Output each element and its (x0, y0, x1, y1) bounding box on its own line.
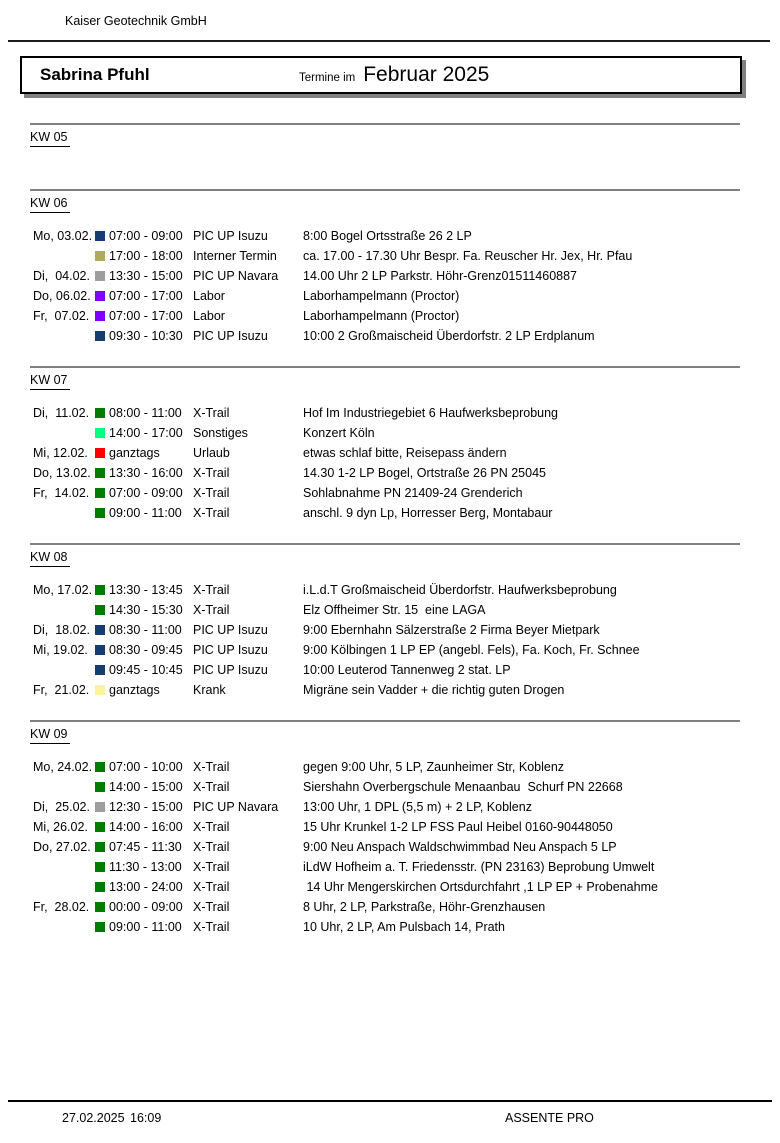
appointment-time: 09:00 - 11:00 (109, 920, 182, 934)
appointment-day: Mi, 12.02. (33, 446, 88, 460)
appointment-day: Mi, 19.02. (33, 643, 88, 657)
appointment-row (30, 463, 740, 483)
appointment-day: Fr, 07.02. (33, 309, 90, 323)
category-color-swatch (95, 802, 105, 812)
appointment-description: Laborhampelmann (Proctor) (303, 289, 460, 303)
week-divider (30, 366, 740, 368)
appointment-time: 00:00 - 09:00 (109, 900, 183, 914)
appointment-description: 14.30 1-2 LP Bogel, Ortstraße 26 PN 25045 (303, 466, 546, 480)
appointment-category: Sonstiges (193, 426, 248, 440)
appointment-time: 17:00 - 18:00 (109, 249, 183, 263)
appointment-description: Hof Im Industriegebiet 6 Haufwerksbeprobung (303, 406, 559, 420)
appointment-row (30, 660, 740, 680)
week-label: KW 07 (30, 373, 70, 390)
appointment-row (30, 306, 740, 326)
appointment-day: Fr, 21.02. (33, 683, 90, 697)
appointment-description: 10:00 Leuterod Tannenweg 2 stat. LP (303, 663, 511, 677)
appointment-day: Mo, 17.02. (33, 583, 93, 597)
appointment-category: X-Trail (193, 506, 230, 520)
print-date: 27.02.2025 (62, 1111, 125, 1125)
appointment-row (30, 326, 740, 346)
company-name: Kaiser Geotechnik GmbH (65, 14, 207, 28)
category-color-swatch (95, 862, 105, 872)
appointment-time: 13:30 - 16:00 (109, 466, 183, 480)
appointment-day: Di, 25.02. (33, 800, 90, 814)
appointment-description: iLdW Hofheim a. T. Friedensstr. (PN 23163) Beprobung Umwelt (303, 860, 655, 874)
appointment-day: Mo, 03.02. (33, 229, 93, 243)
category-color-swatch (95, 645, 105, 655)
appointment-description: 10 Uhr, 2 LP, Am Pulsbach 14, Prath (303, 920, 505, 934)
appointment-category: X-Trail (193, 840, 230, 854)
appointment-time: ganztags (109, 683, 160, 697)
appointment-category: X-Trail (193, 406, 230, 420)
appointment-time: 07:00 - 09:00 (109, 229, 183, 243)
appointment-rows (30, 403, 740, 523)
week-label: KW 08 (30, 550, 70, 567)
appointment-description: i.L.d.T Großmaischeid Überdorfstr. Haufwerksbeprobung (303, 583, 617, 597)
appointment-time: 11:30 - 13:00 (109, 860, 182, 874)
appointment-row (30, 897, 740, 917)
appointment-category: X-Trail (193, 603, 230, 617)
appointment-day: Di, 18.02. (33, 623, 90, 637)
appointment-row (30, 757, 740, 777)
appointment-category: PIC UP Navara (193, 800, 279, 814)
category-color-swatch (95, 508, 105, 518)
appointment-category: X-Trail (193, 466, 230, 480)
appointment-description: Siershahn Overbergschule Menaanbau Schurf PN 22668 (303, 780, 623, 794)
appointment-category: X-Trail (193, 760, 230, 774)
app-name: ASSENTE PRO (505, 1111, 594, 1125)
appointment-category: PIC UP Isuzu (193, 623, 268, 637)
week-section (30, 366, 740, 523)
appointment-category: Labor (193, 309, 225, 323)
appointment-time: 09:00 - 11:00 (109, 506, 182, 520)
appointment-row (30, 246, 740, 266)
appointment-time: 14:00 - 17:00 (109, 426, 183, 440)
title-month: Februar 2025 (363, 63, 490, 86)
appointment-day: Fr, 28.02. (33, 900, 90, 914)
appointment-row (30, 423, 740, 443)
appointment-category: X-Trail (193, 583, 230, 597)
appointment-row (30, 620, 740, 640)
appointment-category: X-Trail (193, 880, 230, 894)
appointment-category: Krank (193, 683, 226, 697)
footer-text (0, 1102, 780, 1134)
appointment-row (30, 580, 740, 600)
appointment-time: 14:00 - 16:00 (109, 820, 183, 834)
appointment-time: 07:00 - 09:00 (109, 486, 183, 500)
appointment-time: 14:30 - 15:30 (109, 603, 183, 617)
appointment-row (30, 857, 740, 877)
appointment-description: 9:00 Neu Anspach Waldschwimmbad Neu Anspach 5 LP (303, 840, 617, 854)
week-header (30, 548, 740, 565)
appointment-description: 9:00 Kölbingen 1 LP EP (angebl. Fels), Fa. Koch, Fr. Schnee (303, 643, 640, 657)
week-header (30, 725, 740, 742)
week-section (30, 189, 740, 346)
category-color-swatch (95, 428, 105, 438)
category-color-swatch (95, 311, 105, 321)
appointment-time: 13:30 - 13:45 (109, 583, 183, 597)
appointment-category: X-Trail (193, 860, 230, 874)
appointment-time: 13:30 - 15:00 (109, 269, 183, 283)
appointment-category: PIC UP Isuzu (193, 643, 268, 657)
appointment-category: X-Trail (193, 900, 230, 914)
weeks-container (30, 123, 740, 957)
appointment-description: 13:00 Uhr, 1 DPL (5,5 m) + 2 LP, Koblenz (303, 800, 532, 814)
appointment-time: 07:45 - 11:30 (109, 840, 182, 854)
appointment-category: Interner Termin (193, 249, 277, 263)
appointment-description: ca. 17.00 - 17.30 Uhr Bespr. Fa. Reuscher Hr. Jex, Hr. Pfau (303, 249, 633, 263)
appointment-description: 14.00 Uhr 2 LP Parkstr. Höhr-Grenz01511460887 (303, 269, 578, 283)
appointment-description: 14 Uhr Mengerskirchen Ortsdurchfahrt ,1 LP EP + Probenahme (303, 880, 658, 894)
category-color-swatch (95, 448, 105, 458)
appointment-time: 09:45 - 10:45 (109, 663, 183, 677)
print-time: 16:09 (130, 1111, 162, 1125)
appointment-description: Migräne sein Vadder + die richtig guten Drogen (303, 683, 565, 697)
appointment-row (30, 917, 740, 937)
week-divider (30, 543, 740, 545)
week-label: KW 05 (30, 130, 70, 147)
category-color-swatch (95, 251, 105, 261)
appointment-rows (30, 580, 740, 700)
appointment-description: Konzert Köln (303, 426, 375, 440)
appointment-row (30, 877, 740, 897)
week-divider (30, 123, 740, 125)
person-name: Sabrina Pfuhl (40, 65, 150, 84)
appointment-time: 07:00 - 17:00 (109, 289, 183, 303)
category-color-swatch (95, 605, 105, 615)
week-section (30, 543, 740, 700)
appointment-category: PIC UP Isuzu (193, 663, 268, 677)
appointment-day: Do, 13.02. (33, 466, 91, 480)
appointment-time: ganztags (109, 446, 160, 460)
category-color-swatch (95, 271, 105, 281)
appointment-description: 8:00 Bogel Ortsstraße 26 2 LP (303, 229, 472, 243)
category-color-swatch (95, 665, 105, 675)
category-color-swatch (95, 762, 105, 772)
appointment-rows (30, 160, 740, 169)
appointment-rows (30, 226, 740, 346)
appointment-row (30, 286, 740, 306)
appointment-description: Laborhampelmann (Proctor) (303, 309, 460, 323)
appointment-row (30, 483, 740, 503)
title-box (20, 56, 742, 94)
appointment-row (30, 680, 740, 700)
category-color-swatch (95, 625, 105, 635)
appointment-category: PIC UP Navara (193, 269, 279, 283)
appointment-row (30, 837, 740, 857)
appointment-time: 09:30 - 10:30 (109, 329, 183, 343)
appointment-day: Fr, 14.02. (33, 486, 90, 500)
appointment-day: Mi, 26.02. (33, 820, 88, 834)
week-divider (30, 189, 740, 191)
appointment-row (30, 226, 740, 246)
week-header (30, 128, 740, 145)
appointment-row (30, 503, 740, 523)
appointment-category: X-Trail (193, 820, 230, 834)
appointment-description: anschl. 9 dyn Lp, Horresser Berg, Montabaur (303, 506, 553, 520)
header-divider (8, 40, 770, 42)
category-color-swatch (95, 782, 105, 792)
footer (0, 1100, 780, 1134)
title-prefix: Termine im (299, 72, 356, 84)
appointment-time: 08:30 - 09:45 (109, 643, 183, 657)
appointment-row (30, 600, 740, 620)
appointment-row (30, 403, 740, 423)
appointment-row (30, 777, 740, 797)
appointment-time: 08:30 - 11:00 (109, 623, 182, 637)
appointment-time: 08:00 - 11:00 (109, 406, 182, 420)
appointment-description: 9:00 Ebernhahn Sälzerstraße 2 Firma Beyer Mietpark (303, 623, 600, 637)
week-header (30, 194, 740, 211)
appointment-day: Do, 06.02. (33, 289, 91, 303)
appointment-description: etwas schlaf bitte, Reisepass ändern (303, 446, 507, 460)
week-section (30, 720, 740, 937)
category-color-swatch (95, 922, 105, 932)
appointment-category: X-Trail (193, 920, 230, 934)
appointment-row (30, 817, 740, 837)
appointment-category: Labor (193, 289, 225, 303)
week-label: KW 06 (30, 196, 70, 213)
appointment-row (30, 266, 740, 286)
category-color-swatch (95, 231, 105, 241)
category-color-swatch (95, 408, 105, 418)
appointment-description: Sohlabnahme PN 21409-24 Grenderich (303, 486, 523, 500)
appointment-category: X-Trail (193, 780, 230, 794)
appointment-time: 12:30 - 15:00 (109, 800, 183, 814)
appointment-time: 07:00 - 10:00 (109, 760, 183, 774)
appointment-row (30, 443, 740, 463)
appointment-description: 10:00 2 Großmaischeid Überdorfstr. 2 LP Erdplanum (303, 329, 595, 343)
category-color-swatch (95, 822, 105, 832)
appointment-description: gegen 9:00 Uhr, 5 LP, Zaunheimer Str, Koblenz (303, 760, 565, 774)
category-color-swatch (95, 902, 105, 912)
week-label: KW 09 (30, 727, 70, 744)
appointment-row (30, 640, 740, 660)
appointment-description: Elz Offheimer Str. 15 eine LAGA (303, 603, 486, 617)
category-color-swatch (95, 842, 105, 852)
appointment-category: PIC UP Isuzu (193, 229, 268, 243)
week-divider (30, 720, 740, 722)
appointment-description: 8 Uhr, 2 LP, Parkstraße, Höhr-Grenzhausen (303, 900, 546, 914)
category-color-swatch (95, 488, 105, 498)
appointment-day: Mo, 24.02. (33, 760, 93, 774)
appointment-category: PIC UP Isuzu (193, 329, 268, 343)
appointment-description: 15 Uhr Krunkel 1-2 LP FSS Paul Heibel 0160-90448050 (303, 820, 613, 834)
category-color-swatch (95, 882, 105, 892)
appointment-category: Urlaub (193, 446, 230, 460)
category-color-swatch (95, 685, 105, 695)
appointment-day: Di, 11.02. (33, 406, 90, 420)
appointment-time: 07:00 - 17:00 (109, 309, 183, 323)
appointment-row (30, 797, 740, 817)
appointment-day: Do, 27.02. (33, 840, 91, 854)
appointment-time: 14:00 - 15:00 (109, 780, 183, 794)
report-title (299, 63, 489, 87)
category-color-swatch (95, 331, 105, 341)
week-section (30, 123, 740, 169)
appointment-time: 13:00 - 24:00 (109, 880, 183, 894)
category-color-swatch (95, 291, 105, 301)
category-color-swatch (95, 468, 105, 478)
appointment-day: Di, 04.02. (33, 269, 90, 283)
week-header (30, 371, 740, 388)
appointment-category: X-Trail (193, 486, 230, 500)
appointment-rows (30, 757, 740, 937)
category-color-swatch (95, 585, 105, 595)
